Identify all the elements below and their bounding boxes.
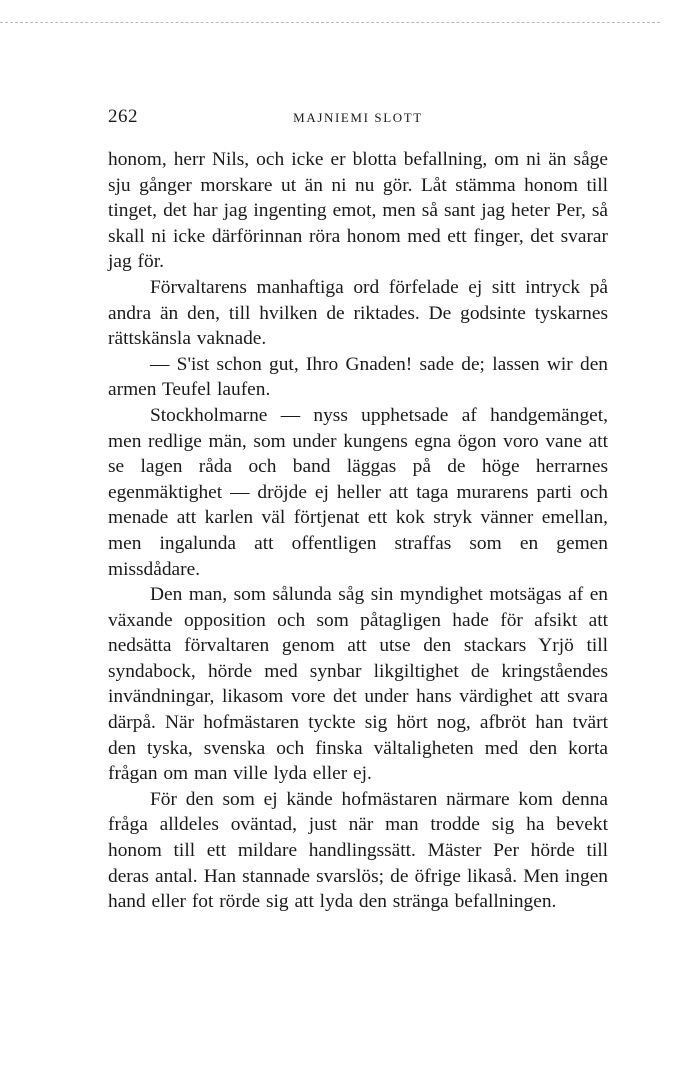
- paragraph: — S'ist schon gut, Ihro Gnaden! sade de; lassen wir den armen Teufel laufen.: [108, 353, 608, 401]
- paragraph: Förvaltarens manhaftiga ord förfelade ej sitt intryck på andra än den, till hvilken de riktades. De godsinte tyskarnes rättskänsla vaknade.: [108, 276, 608, 350]
- body-text: [108, 147, 608, 915]
- paragraph: honom, herr Nils, och icke er blotta befallning, om ni än såge sju gånger morskare ut än ni nu gör. Låt stämma honom till tinget, det har jag ingenting emot, men så sant jag heter Per, så skall ni icke därförinnan röra honom med ett finger, det svarar jag för.: [108, 149, 608, 273]
- running-title: MAJNIEMI SLOTT: [293, 110, 423, 125]
- paragraph: Stockholmarne — nyss upphetsade af handgemänget, men redlige män, som under kungens egna ögon voro vane att se lagen råda och band läggas på de höge herrarnes egenmäktighet — dröjde ej heller att taga murarens parti och menade att karlen väl förtjenat ett kok stryk vänner emellan, men ingalunda att offentligen straffas som en gemen missdådare.: [108, 404, 608, 580]
- page-edge-rule: [0, 22, 660, 23]
- page-number: 262: [108, 106, 138, 127]
- page-header: [108, 106, 608, 130]
- paragraph: För den som ej kände hofmästaren närmare kom denna fråga alldeles oväntad, just när man trodde sig ha bevekt honom till ett mildare handlingssätt. Mäster Per hörde till deras antal. Han stannade svarslös; de öfrige likaså. Men ingen hand eller fot rörde sig att lyda den stränga befallningen.: [108, 788, 608, 913]
- paragraph: Den man, som sålunda såg sin myndighet motsägas af en växande opposition och som påtagligen hade för afsikt att nedsätta förvaltaren genom att utse den stackars Yrjö till syndabock, hörde med synbar likgiltighet de kringståendes invändningar, likasom vore det under hans värdighet att svara därpå. När hofmästaren tyckte sig hört nog, afbröt han tvärt den tyska, svenska och finska vältaligheten med den korta frågan om man ville lyda eller ej.: [108, 584, 608, 785]
